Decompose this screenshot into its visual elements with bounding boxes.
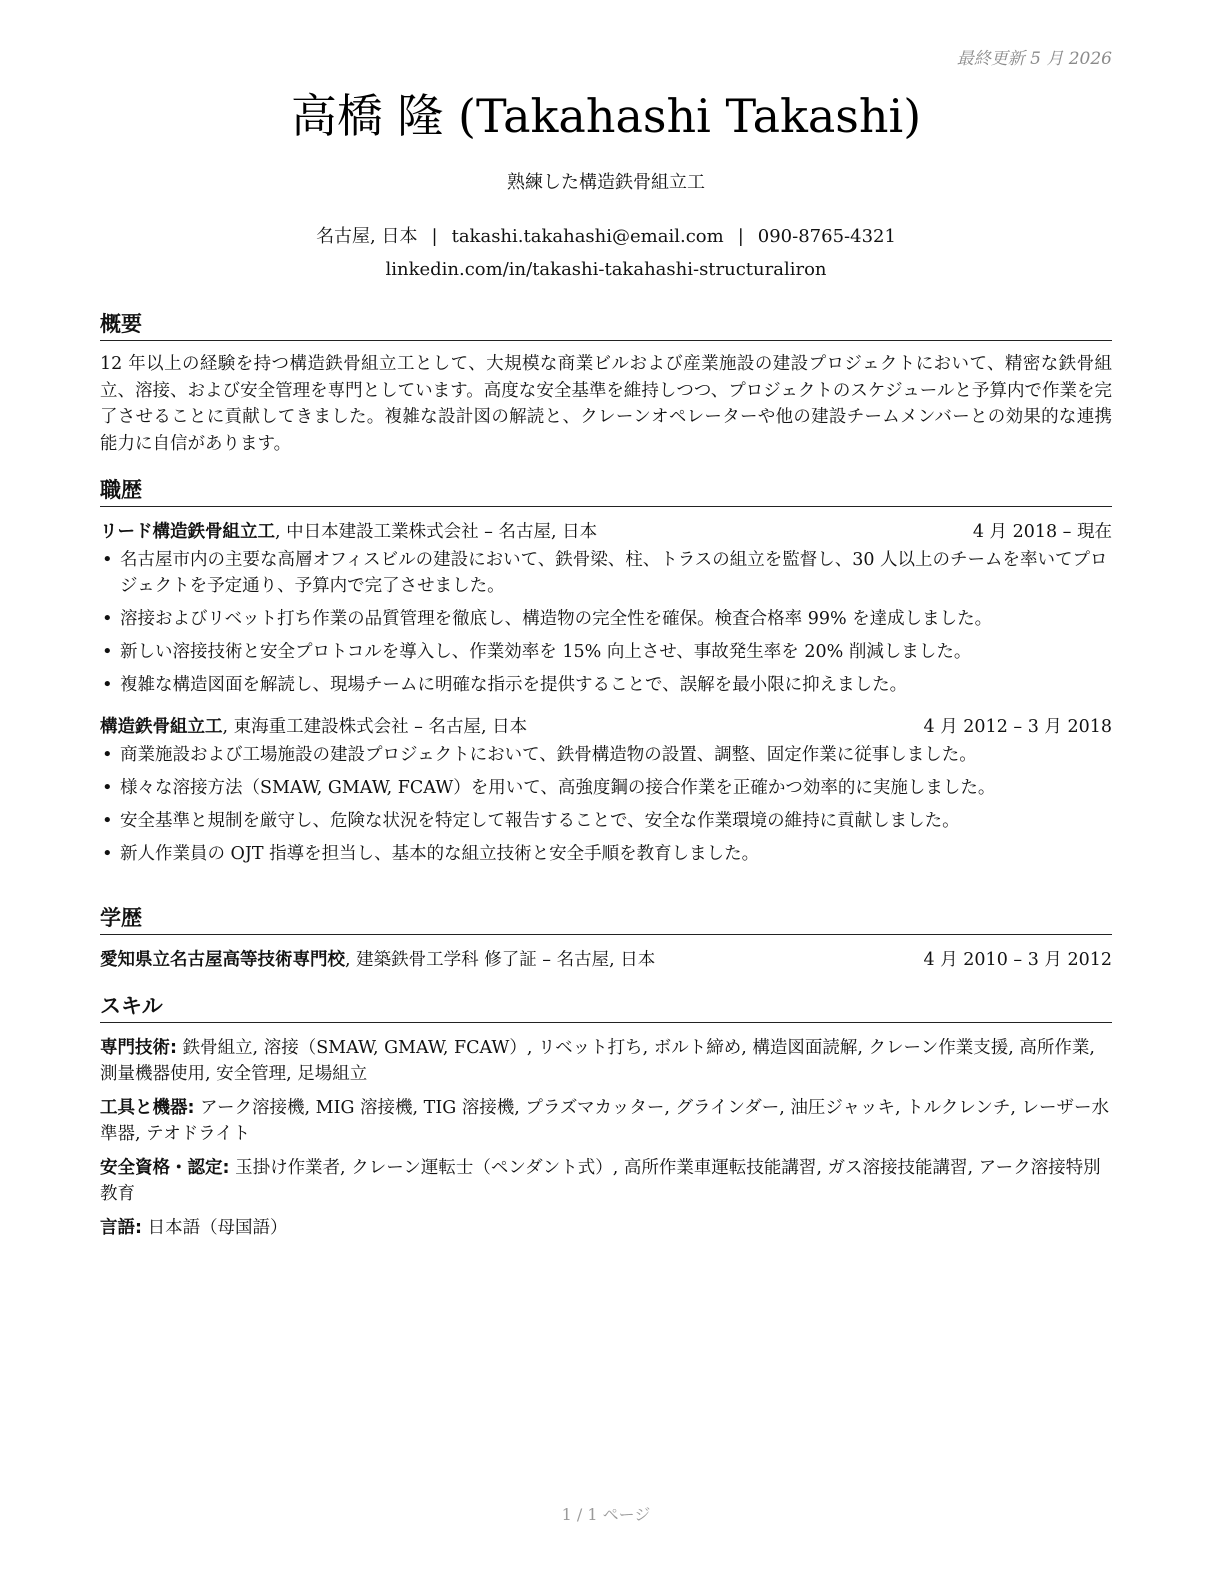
skill-item [100, 1155, 1112, 1207]
job-bullets [100, 742, 1112, 867]
skill-label: 言語: [100, 1218, 142, 1238]
skills-section [100, 992, 1112, 1249]
bullet-item: • 商業施設および工場施設の建設プロジェクトにおいて、鉄骨構造物の設置、調整、固定作業に従事しました。 [100, 742, 1112, 768]
bullet-item: • 新しい溶接技術と安全プロトコルを導入し、作業効率を 15% 向上させ、事故発生率を 20% 削減しました。 [100, 639, 1112, 665]
skill-value: 玉掛け作業者, クレーン運転士（ペンダント式）, 高所作業車運転技能講習, ガス溶接技能講習, アーク溶接特別教育 [100, 1158, 1101, 1204]
education-entry [100, 947, 1112, 973]
resume-page [100, 0, 1112, 1584]
job-org: , 東海重工建設株式会社 – 名古屋, 日本 [222, 717, 528, 737]
section-title-skills: スキル [100, 992, 1112, 1023]
education-detail: , 建築鉄骨工学科 修了証 – 名古屋, 日本 [345, 950, 656, 970]
separator: | [737, 226, 744, 247]
bullet-item: • 溶接およびリベット打ち作業の品質管理を徹底し、構造物の完全性を確保。検査合格率 99% を達成しました。 [100, 606, 1112, 632]
contact-line [100, 224, 1112, 250]
job-org: , 中日本建設工業株式会社 – 名古屋, 日本 [275, 522, 598, 542]
job-bullets [100, 547, 1112, 698]
bullet-item: • 安全基準と規制を厳守し、危険な状況を特定して報告することで、安全な作業環境の維持に貢献しました。 [100, 808, 1112, 834]
job-role: 構造鉄骨組立工 [100, 717, 223, 737]
school-name: 愛知県立名古屋高等技術専門校 [100, 950, 345, 970]
last-updated: 最終更新 5 月 2026 [956, 49, 1112, 69]
summary-section [100, 310, 1112, 457]
job-dates: 4 月 2012 – 3 月 2018 [923, 717, 1112, 737]
skill-value: アーク溶接機, MIG 溶接機, TIG 溶接機, プラズマカッター, グラインダー, 油圧ジャッキ, トルクレンチ, レーザー水準器, テオドライト [100, 1098, 1110, 1144]
location: 名古屋, 日本 [316, 226, 418, 247]
page-number: 1 / 1 ページ [561, 1505, 651, 1524]
phone: 090-8765-4321 [757, 226, 896, 247]
skill-value: 鉄骨組立, 溶接（SMAW, GMAW, FCAW）, リベット打ち, ボルト締め, 構造図面読解, クレーン作業支援, 高所作業, 測量機器使用, 安全管理, 足場組立 [100, 1038, 1095, 1084]
bullet-item: • 複雑な構造図面を解読し、現場チームに明確な指示を提供することで、誤解を最小限に抑えました。 [100, 672, 1112, 698]
skill-item [100, 1215, 1112, 1241]
job-header [100, 519, 1112, 545]
skill-value: 日本語（母国語） [142, 1218, 288, 1238]
skill-item [100, 1095, 1112, 1147]
experience-section [100, 476, 1112, 874]
bullet-item: • 名古屋市内の主要な高層オフィスビルの建設において、鉄骨梁、柱、トラスの組立を監督し、30 人以上のチームを率いてプロジェクトを予定通り、予算内で完了させました。 [100, 547, 1112, 599]
skill-label: 安全資格・認定: [100, 1158, 230, 1178]
email-link[interactable]: takashi.takahashi@email.com [451, 226, 724, 247]
person-name: 高橋 隆 (Takahashi Takashi) [290, 89, 922, 143]
job-entry [100, 519, 1112, 698]
skill-label: 専門技術: [100, 1038, 177, 1058]
linkedin-link[interactable]: linkedin.com/in/takashi-takahashi-structuraliron [385, 259, 827, 280]
skill-item [100, 1035, 1112, 1087]
job-dates: 4 月 2018 – 現在 [972, 522, 1112, 542]
summary-text: 12 年以上の経験を持つ構造鉄骨組立工として、大規模な商業ビルおよび産業施設の建設プロジェクトにおいて、精密な鉄骨組立、溶接、および安全管理を専門としています。高度な安全基準を維持しつつ、プロジェクトのスケジュールと予算内で作業を完了させることに貢献してきました。複雑な設計図の解読と、クレーンオペレーターや他の建設チームメンバーとの効果的な連携能力に自信があります。 [100, 354, 1112, 454]
job-header [100, 714, 1112, 740]
education-dates: 4 月 2010 – 3 月 2012 [923, 950, 1112, 970]
section-title-summary: 概要 [100, 310, 1112, 341]
section-title-experience: 職歴 [100, 476, 1112, 507]
separator: | [431, 226, 438, 247]
job-entry [100, 714, 1112, 867]
headline: 熟練した構造鉄骨組立工 [507, 172, 705, 193]
skills-list [100, 1035, 1112, 1241]
job-role: リード構造鉄骨組立工 [100, 522, 275, 542]
bullet-item: • 様々な溶接方法（SMAW, GMAW, FCAW）を用いて、高強度鋼の接合作業を正確かつ効率的に実施しました。 [100, 775, 1112, 801]
bullet-item: • 新人作業員の OJT 指導を担当し、基本的な組立技術と安全手順を教育しました。 [100, 841, 1112, 867]
skill-label: 工具と機器: [100, 1098, 195, 1118]
section-title-education: 学歴 [100, 904, 1112, 935]
education-section [100, 904, 1112, 973]
